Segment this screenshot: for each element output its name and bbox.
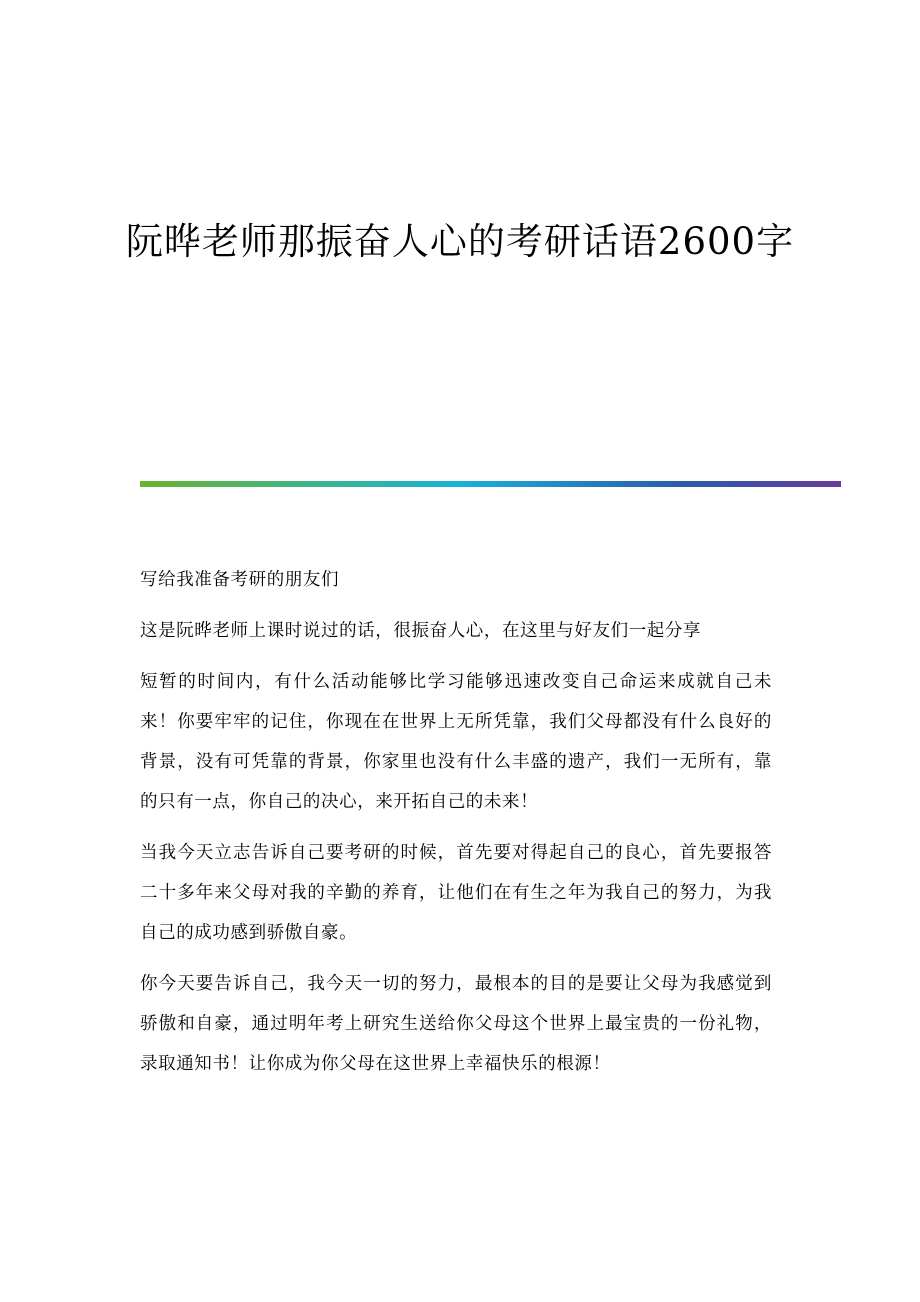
paragraph-intro: 这是阮晔老师上课时说过的话，很振奋人心，在这里与好友们一起分享 <box>140 621 702 641</box>
paragraph-body-1: 短暂的时间内，有什么活动能够比学习能够迅速改变自己命运来成就自己未来！你要牢牢的记住，你现在在世界上无所凭靠，我们父母都没有什么良好的背景，没有可凭靠的背景，你家里也没有什么丰盛的遗产，我们一无所有，靠的只有一点，你自己的决心，来开拓自己的未来！ <box>140 672 772 812</box>
paragraph-greeting: 写给我准备考研的朋友们 <box>140 570 340 590</box>
document-title: 阮晔老师那振奋人心的考研话语2600字 <box>125 220 795 263</box>
document-body <box>140 560 772 1095</box>
paragraph-body-2: 当我今天立志告诉自己要考研的时候，首先要对得起自己的良心，首先要报答二十多年来父母对我的辛勤的养育，让他们在有生之年为我自己的努力，为我自己的成功感到骄傲自豪。 <box>140 843 772 943</box>
gradient-divider <box>140 481 841 487</box>
paragraph-body-3: 你今天要告诉自己，我今天一切的努力，最根本的目的是要让父母为我感觉到骄傲和自豪，通过明年考上研究生送给你父母这个世界上最宝贵的一份礼物，录取通知书！让你成为你父母在这世界上幸福快乐的根源！ <box>140 974 772 1074</box>
